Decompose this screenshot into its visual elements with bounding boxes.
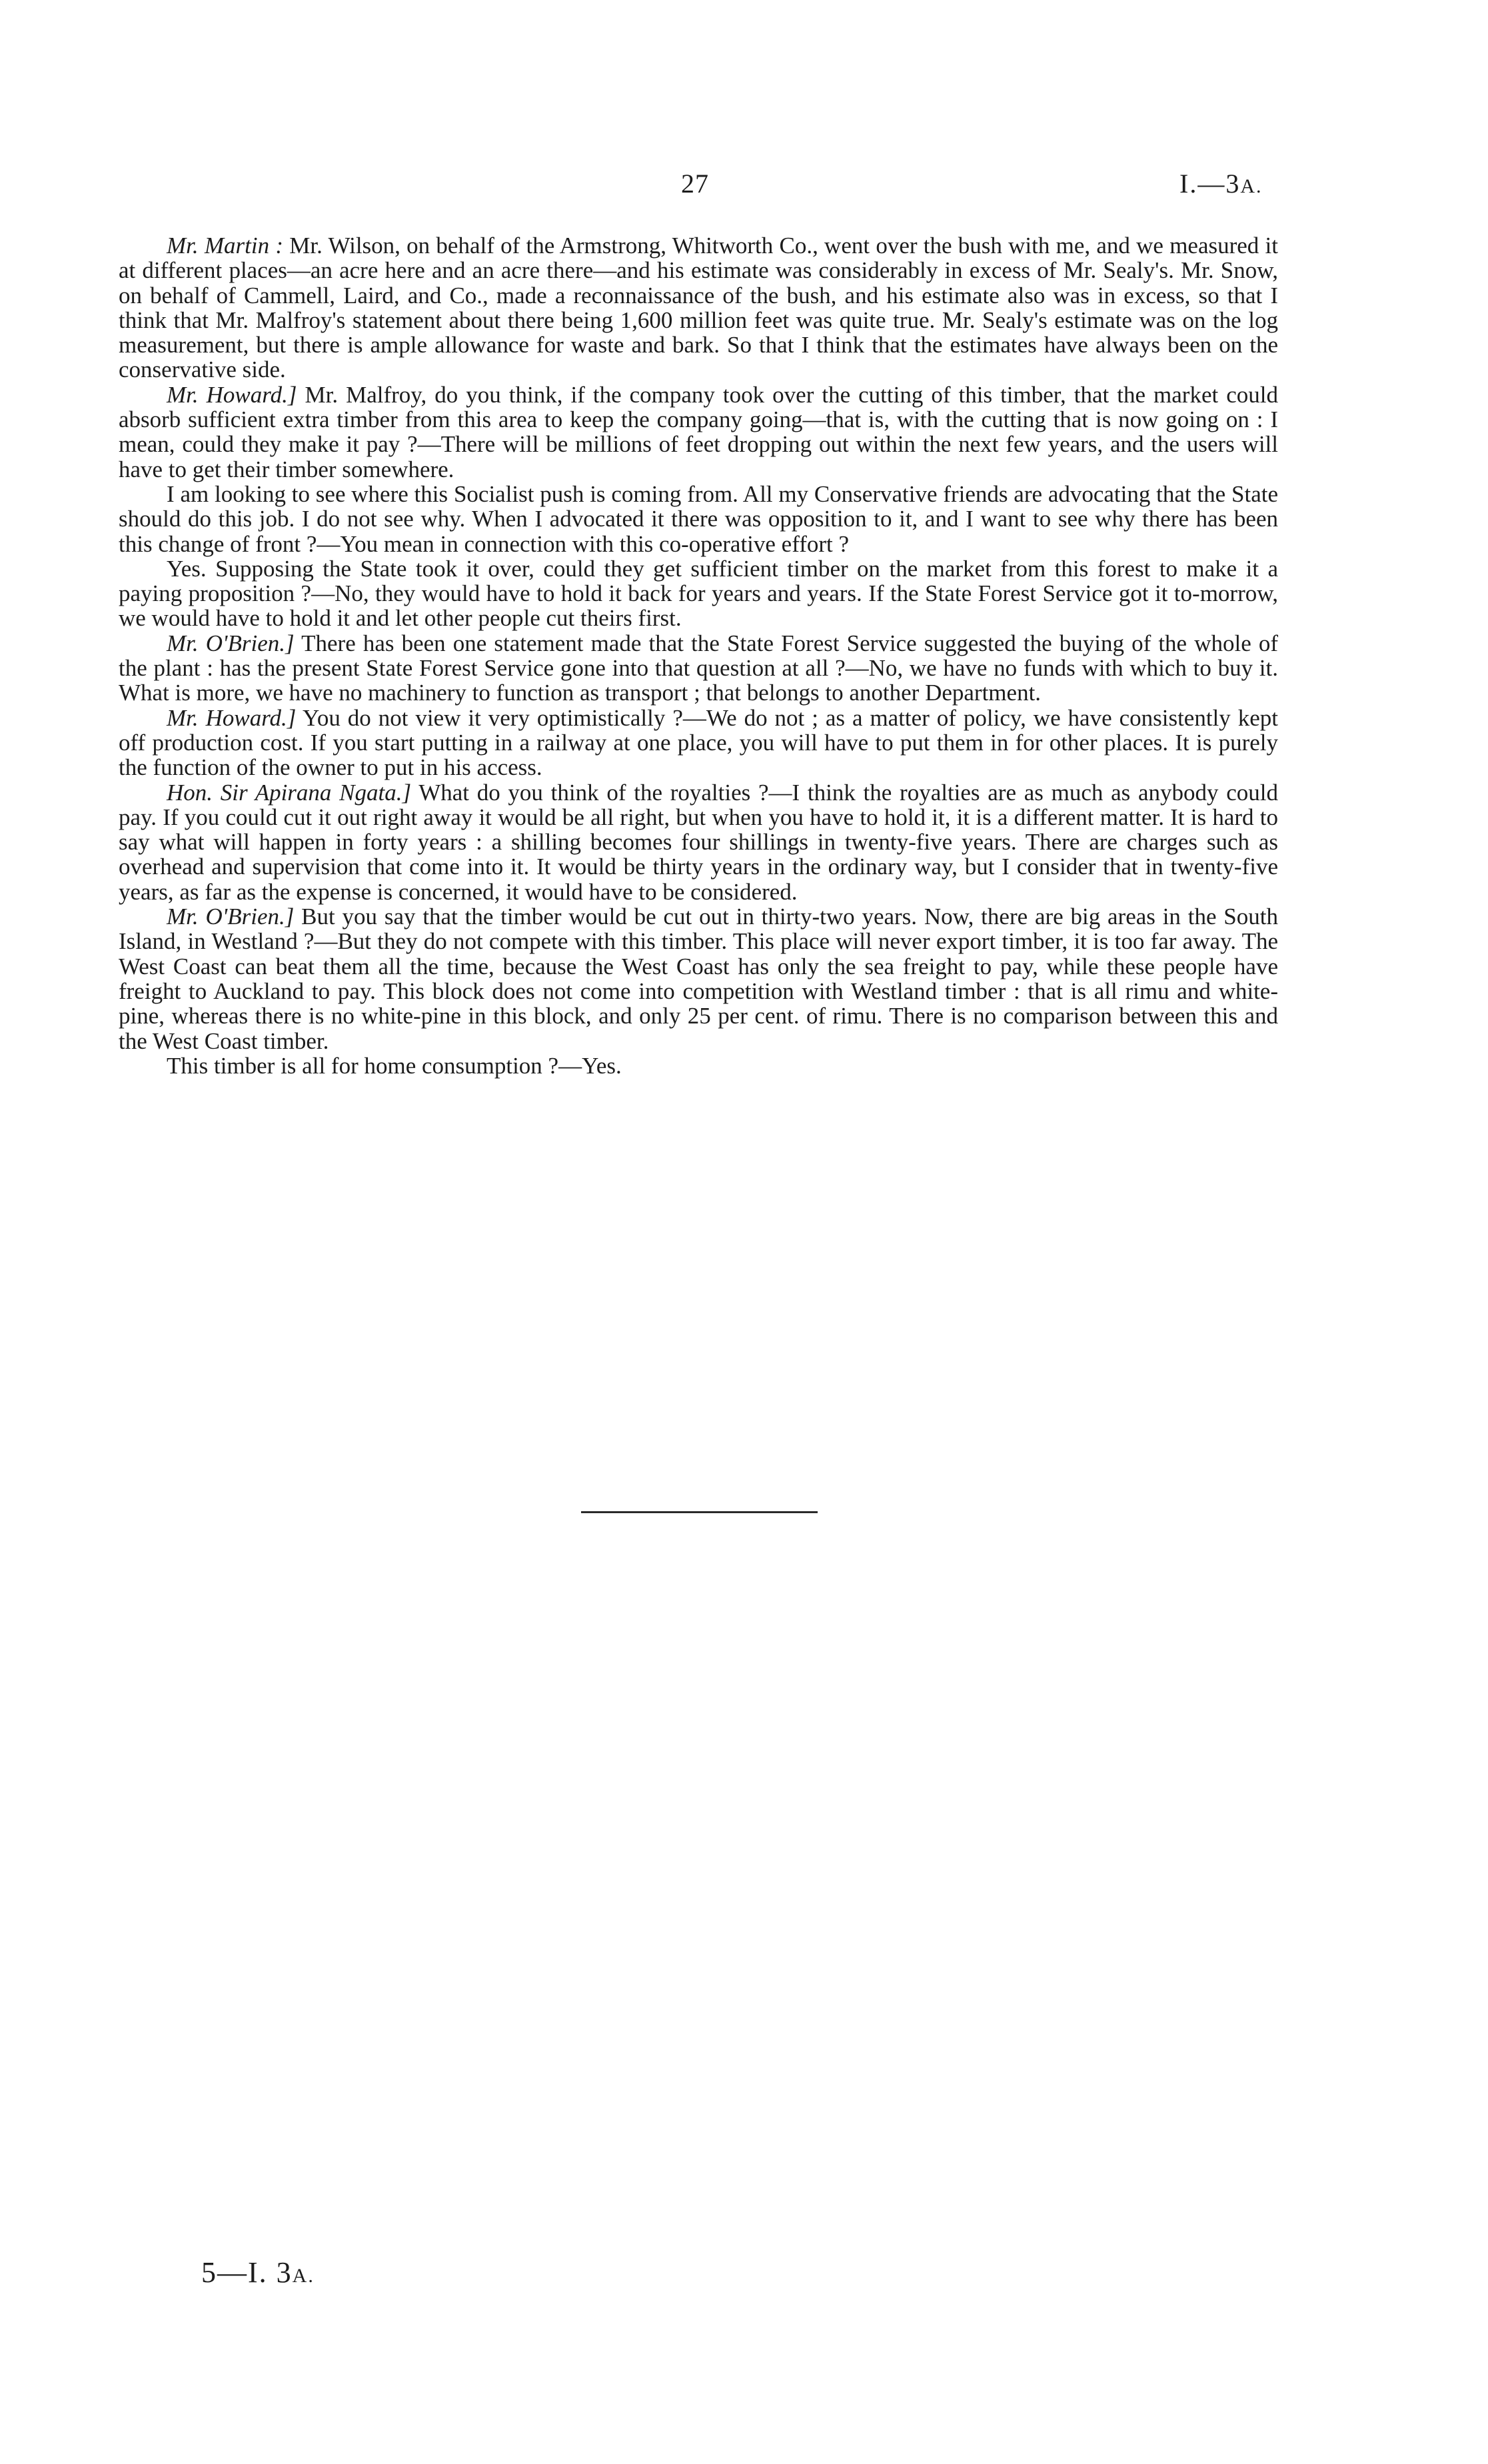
paragraph-text: There has been one statement made that the State Forest Service suggested the buying of the whole of the plant : has the present State Forest Service gone into that question at all ?—No, we have no funds with which to buy it. What is more, we have no machinery to function as transport ; that belongs to another Department. — [119, 630, 1278, 706]
paragraph-text: Mr. Malfroy, do you think, if the company took over the cutting of this timber, that the market could absorb sufficient extra timber from this area to keep the company going—that is, with the cutting that is now going on : I mean, could they make it pay ?—There will be millions of feet dropping out within the next few years, and the users will have to get their timber somewhere. — [119, 381, 1278, 482]
speaker-label: Mr. Howard.] — [167, 381, 297, 408]
evidence-body — [119, 233, 1278, 1078]
speaker-label: Hon. Sir Apirana Ngata.] — [167, 779, 412, 806]
speaker-label: Mr. O'Brien.] — [167, 904, 295, 930]
document-reference-main: I.—3 — [1179, 169, 1241, 199]
paragraph-text: Yes. Supposing the State took it over, could they get sufficient timber on the market from this forest to make it a paying proposition ?—No, they would have to hold it back for years and years. If the State Forest Service got it to-morrow, we would have to hold it and let other people cut theirs first. — [119, 555, 1278, 632]
paragraph — [119, 382, 1278, 482]
page-number: 27 — [681, 169, 709, 199]
paragraph — [119, 706, 1278, 780]
paragraph — [119, 631, 1278, 706]
paragraph-text: But you say that the timber would be cut out in thirty-two years. Now, there are big areas in the South Island, in Westland ?—But they do not compete with this timber. This place will never export timber, it is too far away. The West Coast can beat them all the time, because the West Coast has only the sea freight to pay, while these people have freight to Auckland to pay. This block does not come into competition with Westland timber : that is all rimu and white-pine, whereas there is no white-pine in this block, and only 25 per cent. of rimu. There is no comparison between this and the West Coast timber. — [119, 904, 1278, 1054]
signature-mark-main: 5—I. 3 — [201, 2256, 293, 2289]
document-reference-suffix: A. — [1240, 175, 1263, 197]
paragraph — [119, 1053, 1278, 1078]
document-reference — [1179, 168, 1263, 199]
paragraph — [119, 233, 1278, 382]
paragraph-text: You do not view it very optimistically ?—We do not ; as a matter of policy, we have consistently kept off production cost. If you start putting in a railway at one place, you will have to put them in for other places. It is purely the function of the owner to put in his access. — [119, 704, 1278, 781]
speaker-label: Mr. Howard.] — [167, 704, 297, 731]
signature-mark — [201, 2255, 315, 2289]
paragraph-text: Mr. Wilson, on behalf of the Armstrong, Whitworth Co., went over the bush with me, and we measured it at different places—an acre here and an acre there—and his estimate was considerably in excess of Mr. Sealy's. Mr. Snow, on behalf of Cammell, Laird, and Co., made a reconnaissance of the bush, and his estimate also was in excess, so that I think that Mr. Malfroy's statement about there being 1,600 million feet was quite true. Mr. Sealy's estimate was on the log measurement, but there is ample allowance for waste and bark. So that I think that the estimates have always been on the conservative side. — [119, 233, 1278, 383]
paragraph — [119, 780, 1278, 904]
paragraph — [119, 556, 1278, 631]
section-divider — [581, 1511, 818, 1513]
paragraph — [119, 904, 1278, 1053]
paragraph-text: This timber is all for home consumption ?—Yes. — [167, 1052, 622, 1079]
paragraph-text: I am looking to see where this Socialist push is coming from. All my Conservative friends are advocating that the State should do this job. I do not see why. When I advocated it there was opposition to it, and I want to see why there has been this change of front ?—You mean in connection with this co-operative effort ? — [119, 480, 1278, 557]
signature-mark-suffix: A. — [292, 2265, 315, 2287]
paragraph-text: What do you think of the royalties ?—I think the royalties are as much as anybody could pay. If you could cut it out right away it would be all right, but when you have to hold it, it is a different matter. It is hard to say what will happen in forty years : a shilling becomes four shillings in twenty-five years. There are charges such as overhead and supervision that come into it. It would be thirty years in the ordinary way, but I consider that in twenty-five years, as far as the expense is concerned, it would have to be considered. — [119, 779, 1279, 905]
speaker-label: Mr. O'Brien.] — [167, 630, 295, 656]
speaker-label: Mr. Martin : — [167, 233, 284, 259]
paragraph — [119, 482, 1278, 556]
